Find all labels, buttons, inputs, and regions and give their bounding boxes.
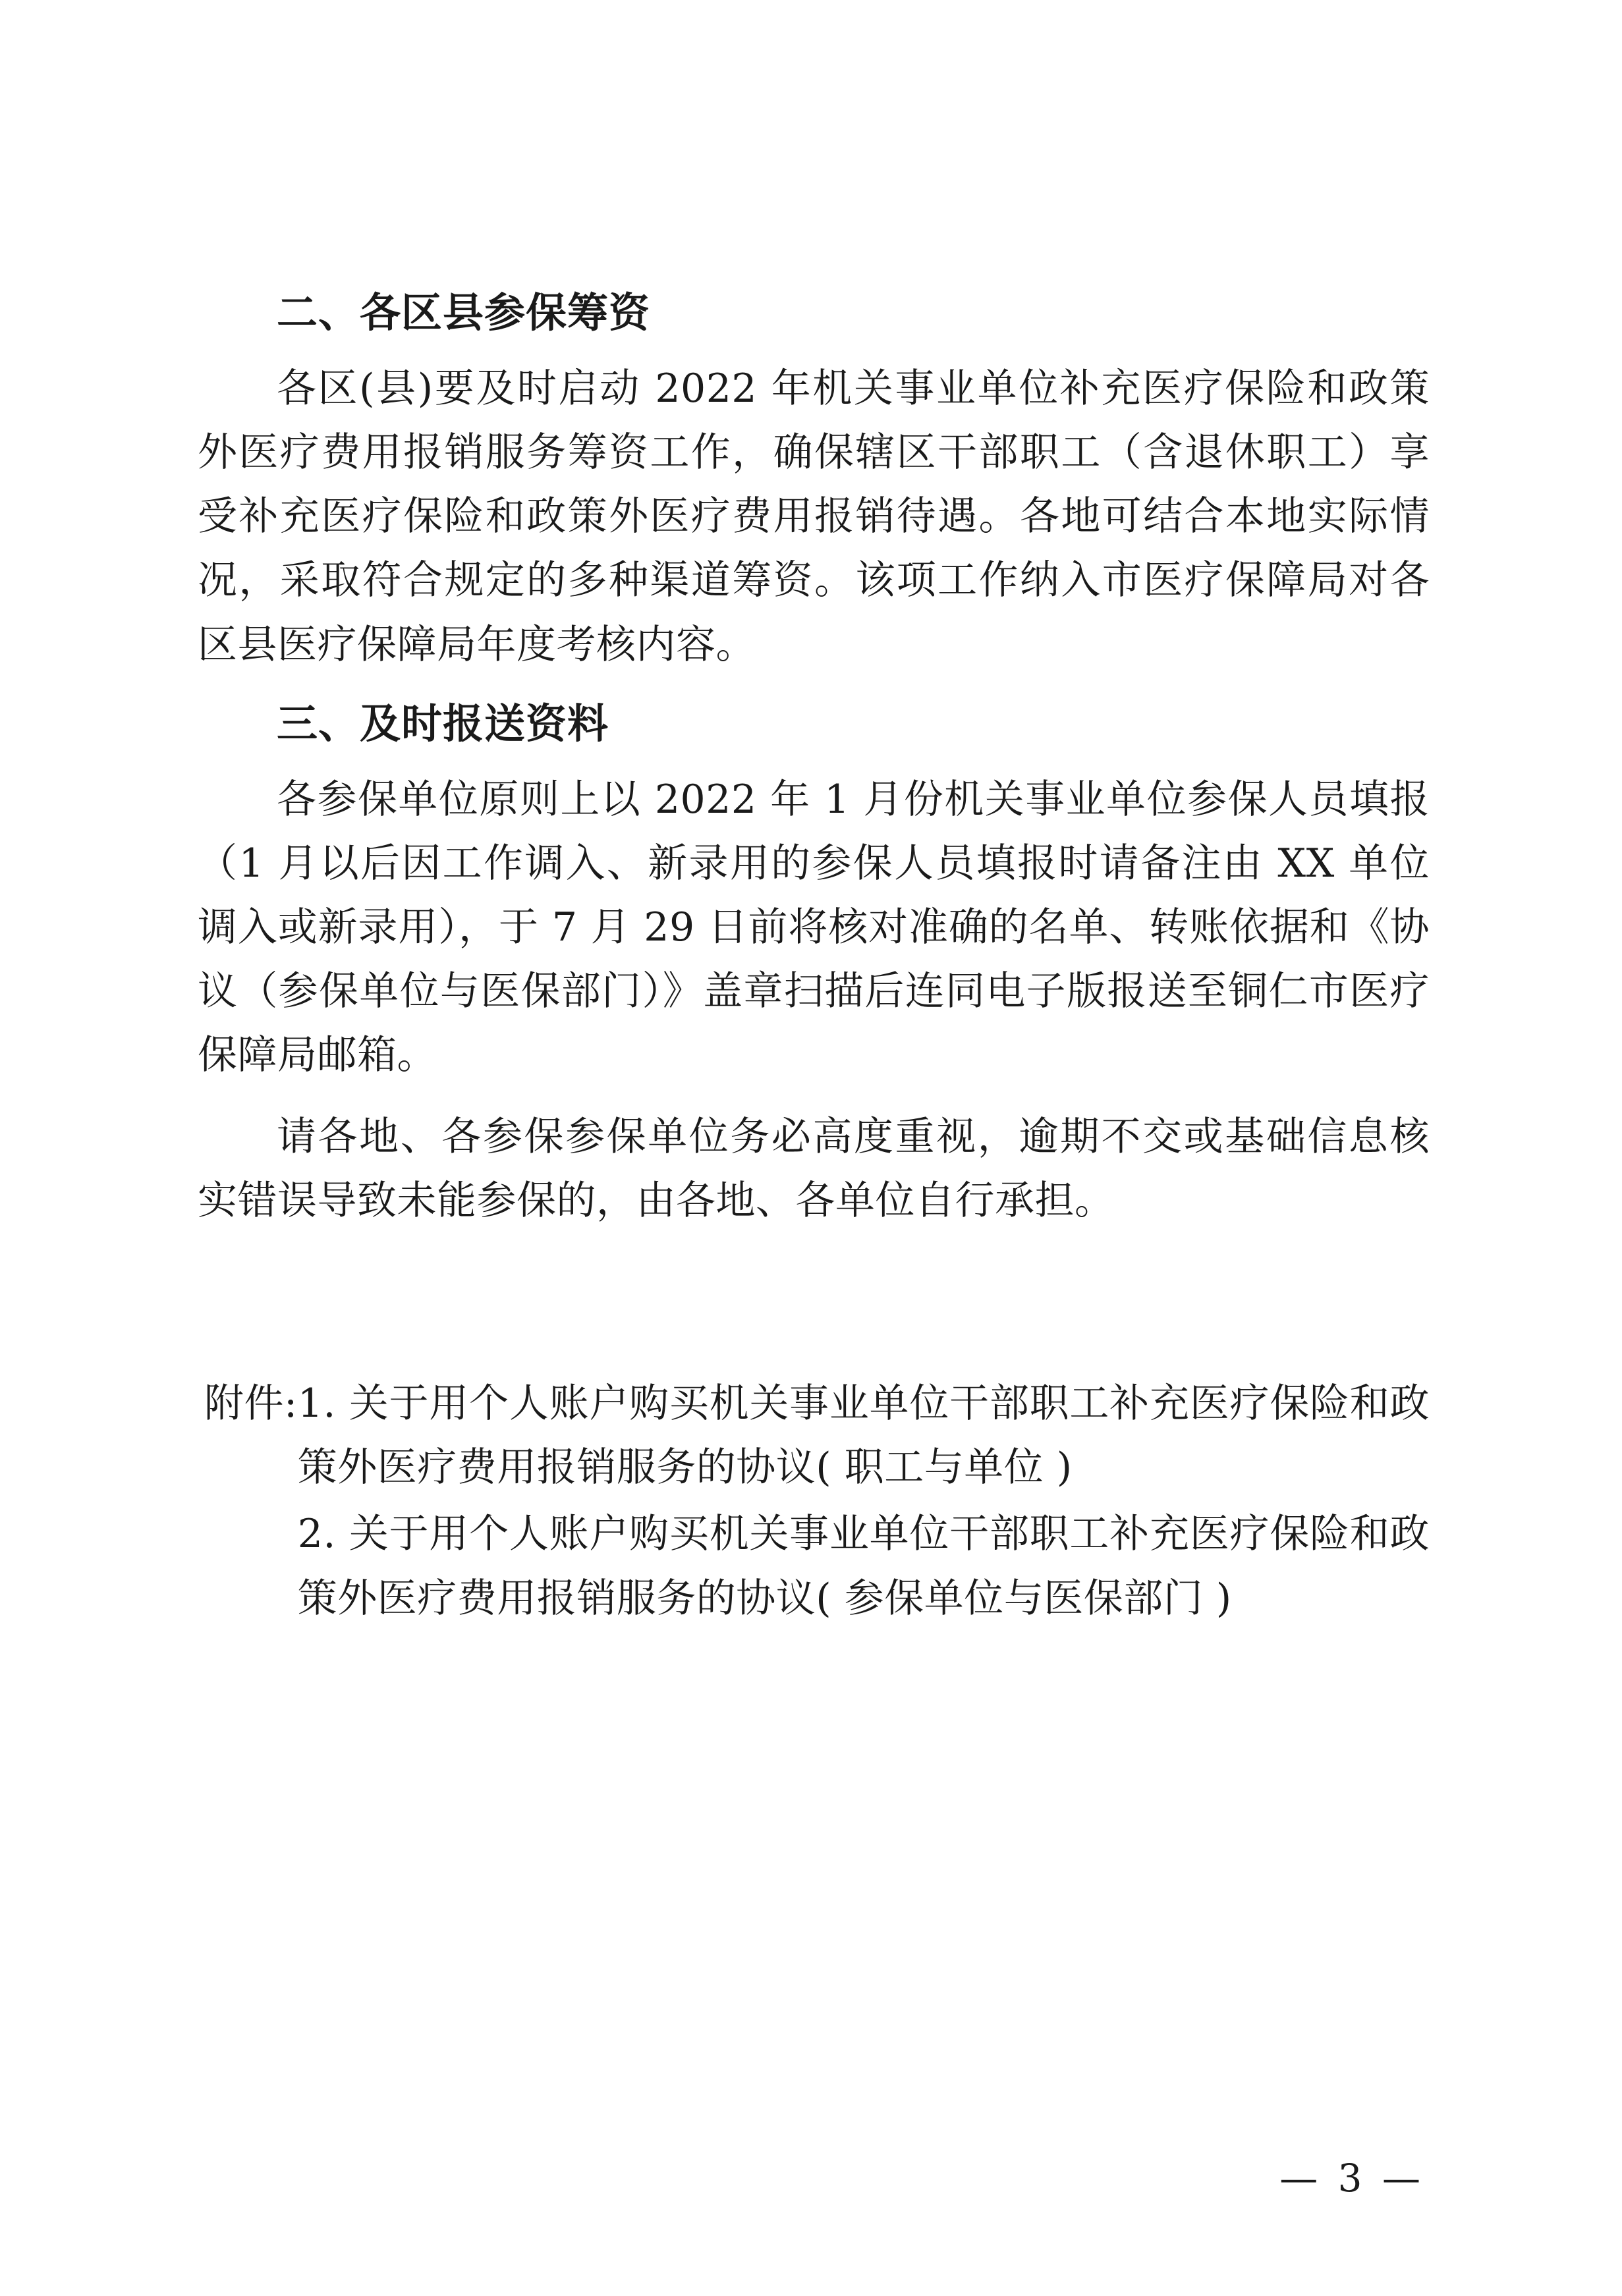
attachment-items bbox=[298, 1372, 1430, 1631]
section-spacer bbox=[198, 1250, 1430, 1372]
attachment-label: 附件: bbox=[204, 1380, 298, 1427]
attachment-item-1: 1. 关于用个人账户购买机关事业单位干部职工补充医疗保险和政策外医疗费用报销服务的协议( 职工与单位 ) bbox=[297, 1380, 1430, 1491]
attachment-row bbox=[198, 1372, 1430, 1631]
section-three-paragraph-2: 请各地、各参保参保单位务必高度重视，逾期不交或基础信息核实错误导致未能参保的，由各地、各单位自行承担。 bbox=[198, 1113, 1430, 1224]
document-body bbox=[198, 283, 1430, 1631]
attachment-block bbox=[198, 1372, 1430, 1631]
section-three-paragraph-1: 各参保单位原则上以 2022 年 1 月份机关事业单位参保人员填报（1 月以后因工作调入、新录用的参保人员填报时请备注由 XX 单位调入或新录用），于 7 月 29 日前将核对准确的名单、转账依据和《协议（参保单位与医保部门）》盖章扫描后连同电子版报送至铜仁市医疗保障局邮箱。 bbox=[198, 776, 1430, 1079]
section-two-paragraph-1: 各区(县)要及时启动 2022 年机关事业单位补充医疗保险和政策外医疗费用报销服务筹资工作，确保辖区干部职工（含退休职工）享受补充医疗保险和政策外医疗费用报销待遇。各地可结合本地实际情况，采取符合规定的多种渠道筹资。该项工作纳入市医疗保障局对各区县医疗保障局年度考核内容。 bbox=[198, 365, 1430, 668]
page-number: — 3 — bbox=[1279, 2156, 1424, 2200]
section-heading-three: 三、及时报送资料 bbox=[277, 699, 609, 748]
attachment-item-2: 2. 关于用个人账户购买机关事业单位干部职工补充医疗保险和政策外医疗费用报销服务的协议( 参保单位与医保部门 ) bbox=[297, 1511, 1430, 1622]
section-heading-two: 二、各区县参保筹资 bbox=[277, 288, 651, 337]
